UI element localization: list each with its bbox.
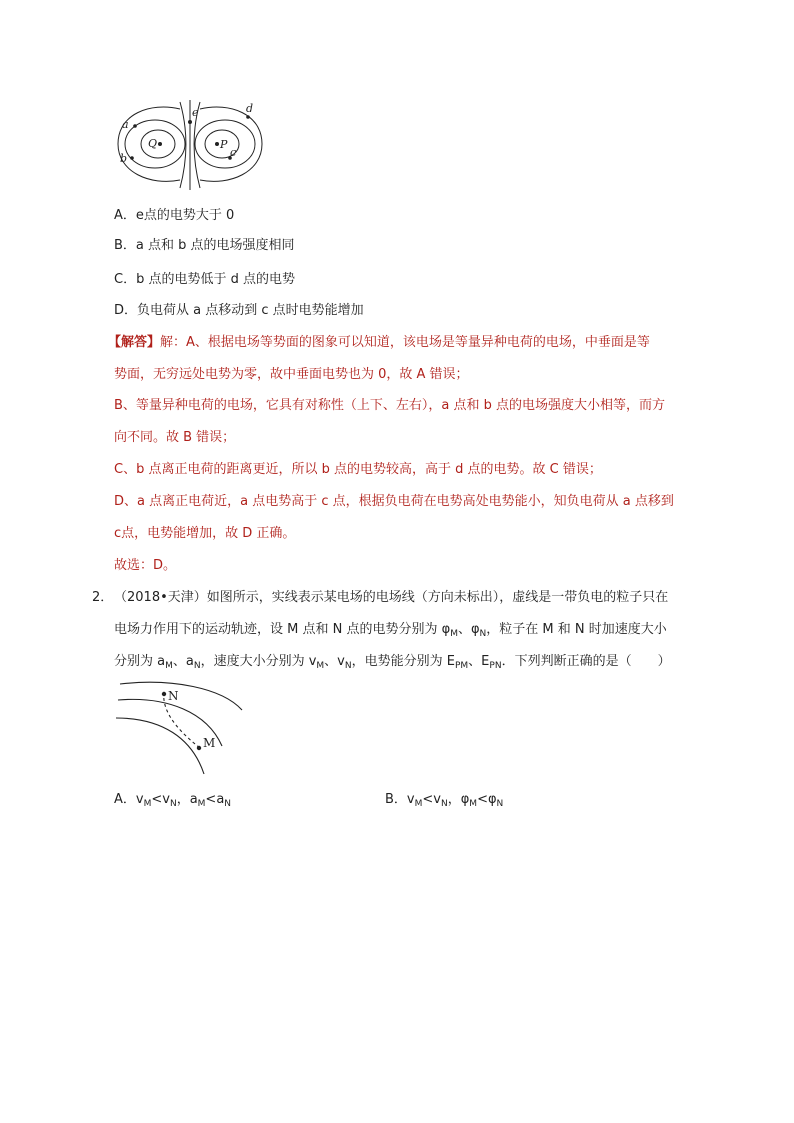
q2-line2-text: 电场力作用下的运动轨迹，设 M 点和 N 点的电势分别为 φ <box>114 622 451 637</box>
q2-optA-s4: N <box>224 799 232 809</box>
q2-option-b <box>385 791 503 813</box>
label-a: a <box>122 118 129 131</box>
q1-answer-line3: B、等量异种电荷的电场，它具有对称性（上下、左右），a 点和 b 点的电场强度大小相等，而方 <box>114 398 666 413</box>
q1-answer-line8: 故选：D。 <box>114 558 177 573</box>
q2-optA-c: ，a <box>176 792 198 807</box>
sub-v-n: N <box>344 661 352 671</box>
sub-v-m: M <box>316 661 325 671</box>
q1-answer-line6: D、a 点离正电荷近，a 点电势高于 c 点，根据负电荷在电势高处电势能小，知负电荷从 a 点移到 <box>114 494 674 509</box>
q2-number: 2． <box>92 590 114 605</box>
q1-option-d: D．负电荷从 a 点移动到 c 点时电势能增加 <box>114 303 364 318</box>
q1-answer-line7: c点，电势能增加，故 D 正确。 <box>114 526 296 541</box>
field-lines-figure <box>112 678 252 778</box>
q2-line2-end: ，粒子在 M 和 N 时加速度大小 <box>486 622 667 637</box>
q2-line2 <box>114 621 667 643</box>
q2-optA-s2: N <box>169 799 177 809</box>
label-b: b <box>120 152 128 165</box>
q2-line3-g: ．下列判断正确的是（ ） <box>501 654 671 669</box>
q2-optB-b: <v <box>422 792 441 807</box>
sub-e-pm: PM <box>454 661 469 671</box>
q2-optB-c: ，φ <box>447 792 470 807</box>
sub-e-pn: PN <box>489 661 502 671</box>
q2-line3-d: 、v <box>324 654 345 669</box>
q2-optA-b: <v <box>151 792 170 807</box>
q2-optB-s4: N <box>496 799 504 809</box>
q2-optA-s1: M <box>143 799 152 809</box>
q2-option-a <box>114 791 231 813</box>
q1-option-b: B．a 点和 b 点的电场强度相同 <box>114 238 295 253</box>
q2-optA-a: A．v <box>114 792 144 807</box>
label-N: N <box>168 689 179 703</box>
q1-option-a: A．e点的电势大于 0 <box>114 208 235 223</box>
q2-line3-c: ，速度大小分别为 v <box>200 654 317 669</box>
q2-line3-b: 、a <box>172 654 194 669</box>
q1-option-c: C．b 点的电势低于 d 点的电势 <box>114 272 295 287</box>
q2-line1: （2018•天津）如图所示，实线表示某电场的电场线（方向未标出），虚线是一带负电的粒子只在 <box>114 590 669 605</box>
q2-optB-s3: M <box>469 799 478 809</box>
sub-a-m: M <box>165 661 173 671</box>
equipotential-figure <box>110 100 270 190</box>
answer-tag: 【解答】 <box>108 335 161 350</box>
q2-optA-d: <a <box>205 792 225 807</box>
q2-optB-s1: M <box>414 799 423 809</box>
sub-phi-m: M <box>450 629 458 639</box>
label-Q: Q <box>148 137 158 150</box>
q1-answer-line1 <box>108 334 650 352</box>
label-c: c <box>230 146 237 159</box>
answer-text-1: 解：A、根据电场等势面的图象可以知道，该电场是等量异种电荷的电场，中垂面是等 <box>160 335 650 350</box>
sub-a-n: N <box>193 661 201 671</box>
q2-line3-e: ，电势能分别为 E <box>351 654 455 669</box>
q2-line3-f: 、E <box>468 654 490 669</box>
q2-optB-s2: N <box>440 799 448 809</box>
q2-line3 <box>114 653 671 675</box>
label-e: e <box>192 106 199 119</box>
q2-line2-mid: 、φ <box>457 622 480 637</box>
q2-optB-a: B．v <box>385 792 415 807</box>
q2-optA-s3: M <box>197 799 206 809</box>
label-P: P <box>220 138 228 151</box>
q1-answer-line4: 向不同。故 B 错误； <box>114 430 236 445</box>
sub-phi-n: N <box>479 629 487 639</box>
label-M: M <box>203 736 216 750</box>
q2-optB-d: <φ <box>477 792 497 807</box>
q2-line3-a: 分别为 a <box>114 654 166 669</box>
q1-answer-line2: 势面，无穷远处电势为零，故中垂面电势也为 0，故 A 错误； <box>114 367 469 382</box>
q1-answer-line5: C、b 点离正电荷的距离更近，所以 b 点的电势较高，高于 d 点的电势。故 C 错误； <box>114 462 602 477</box>
label-d: d <box>246 102 254 115</box>
